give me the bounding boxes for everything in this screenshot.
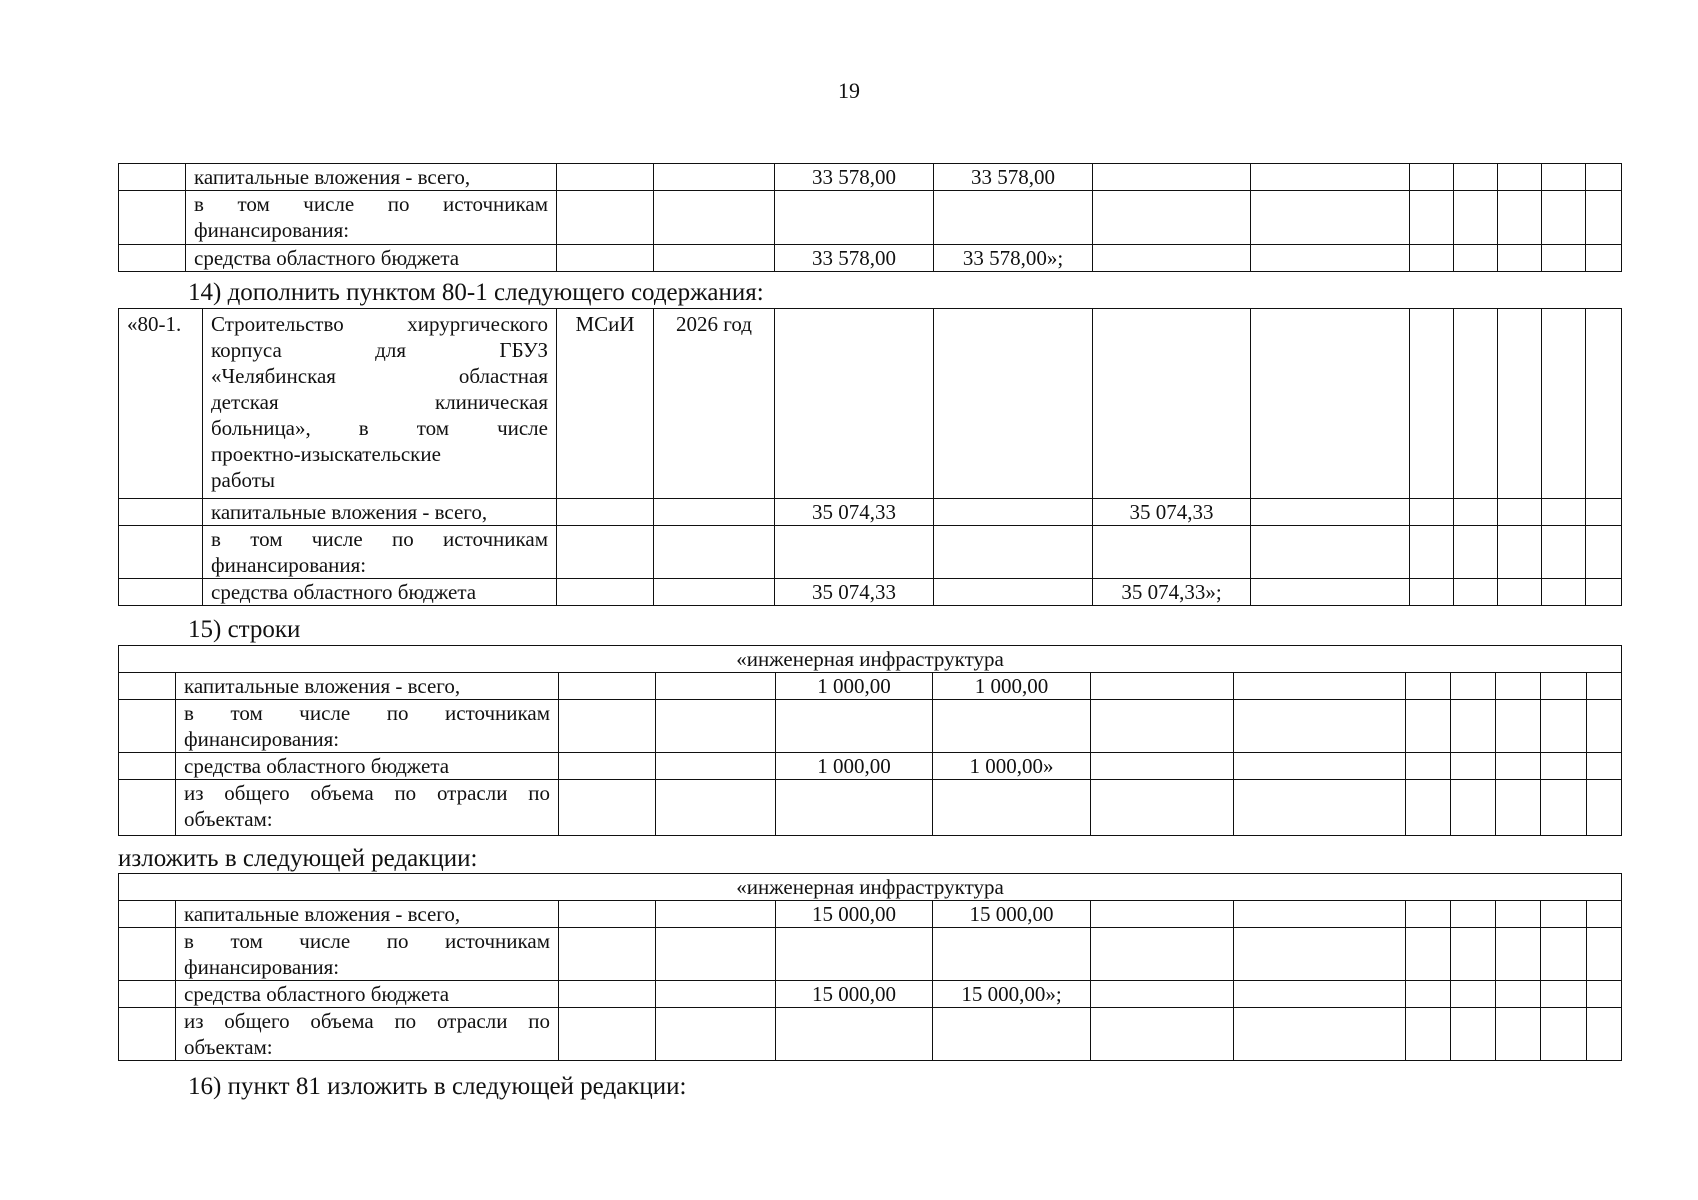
value-cell: 33 578,00 — [775, 164, 934, 191]
table-row — [119, 579, 1622, 606]
section-header: «инженерная инфраструктура — [119, 646, 1622, 673]
row-label: из общего объема по отрасли по объектам: — [176, 1008, 559, 1061]
completion-year: 2026 год — [654, 309, 775, 499]
page-number: 19 — [838, 78, 860, 103]
table-row — [119, 526, 1622, 579]
row-label: в том числе по источникам финансирования: — [176, 700, 559, 753]
instruction-15: 15) строки — [188, 616, 301, 643]
table-row — [119, 646, 1622, 673]
row-label: капитальные вложения - всего, — [203, 499, 557, 526]
table-item-80-tail — [118, 163, 1622, 272]
instruction-14: 14) дополнить пунктом 80-1 следующего содержания: — [188, 279, 764, 306]
instruction-replace: изложить в следующей редакции: — [118, 845, 478, 872]
table-row — [119, 700, 1622, 753]
table-row — [119, 191, 1622, 245]
table-engineering-old — [118, 645, 1622, 836]
table-row — [119, 901, 1622, 928]
value-cell: 15 000,00 — [776, 901, 933, 928]
table-row — [119, 874, 1622, 901]
table-row — [119, 164, 1622, 191]
value-cell: 33 578,00 — [934, 164, 1093, 191]
value-cell: 35 074,33 — [775, 499, 934, 526]
row-label: в том числе по источникам финансирования: — [176, 928, 559, 981]
value-cell: 1 000,00 — [776, 673, 933, 700]
row-label: в том числе по источникам финансирования: — [186, 191, 557, 245]
value-cell: 1 000,00 — [776, 753, 933, 780]
table-row — [119, 928, 1622, 981]
value-cell: 1 000,00 — [933, 673, 1091, 700]
table-row — [119, 309, 1622, 499]
value-cell: 1 000,00» — [933, 753, 1091, 780]
value-cell: 33 578,00»; — [934, 245, 1093, 272]
item-number: «80-1. — [119, 309, 203, 499]
row-label: капитальные вложения - всего, — [176, 901, 559, 928]
row-label: средства областного бюджета — [203, 579, 557, 606]
table-item-80-1 — [118, 308, 1622, 606]
value-cell: 15 000,00»; — [933, 981, 1091, 1008]
table-row — [119, 753, 1622, 780]
table-row — [119, 1008, 1622, 1061]
row-label: средства областного бюджета — [186, 245, 557, 272]
table-engineering-new — [118, 873, 1622, 1061]
instruction-16: 16) пункт 81 изложить в следующей редакции: — [188, 1073, 687, 1100]
value-cell: 35 074,33 — [1093, 499, 1251, 526]
table-row — [119, 673, 1622, 700]
row-label: капитальные вложения - всего, — [186, 164, 557, 191]
value-cell: 15 000,00 — [933, 901, 1091, 928]
row-label: средства областного бюджета — [176, 981, 559, 1008]
item-title: Строительство хирургического корпуса для ГБУЗ «Челябинская областная детская клиническая больница», в том числе проектно-изыскательские работы — [203, 309, 557, 499]
row-label: в том числе по источникам финансирования: — [203, 526, 557, 579]
value-cell: 33 578,00 — [775, 245, 934, 272]
value-cell: 35 074,33 — [775, 579, 934, 606]
value-cell: 35 074,33»; — [1093, 579, 1251, 606]
table-row — [119, 981, 1622, 1008]
value-cell: 15 000,00 — [776, 981, 933, 1008]
table-row — [119, 499, 1622, 526]
row-label: средства областного бюджета — [176, 753, 559, 780]
responsible-agency: МСиИ — [557, 309, 654, 499]
row-label: из общего объема по отрасли по объектам: — [176, 780, 559, 836]
section-header: «инженерная инфраструктура — [119, 874, 1622, 901]
table-row — [119, 780, 1622, 836]
row-label: капитальные вложения - всего, — [176, 673, 559, 700]
table-row — [119, 245, 1622, 272]
